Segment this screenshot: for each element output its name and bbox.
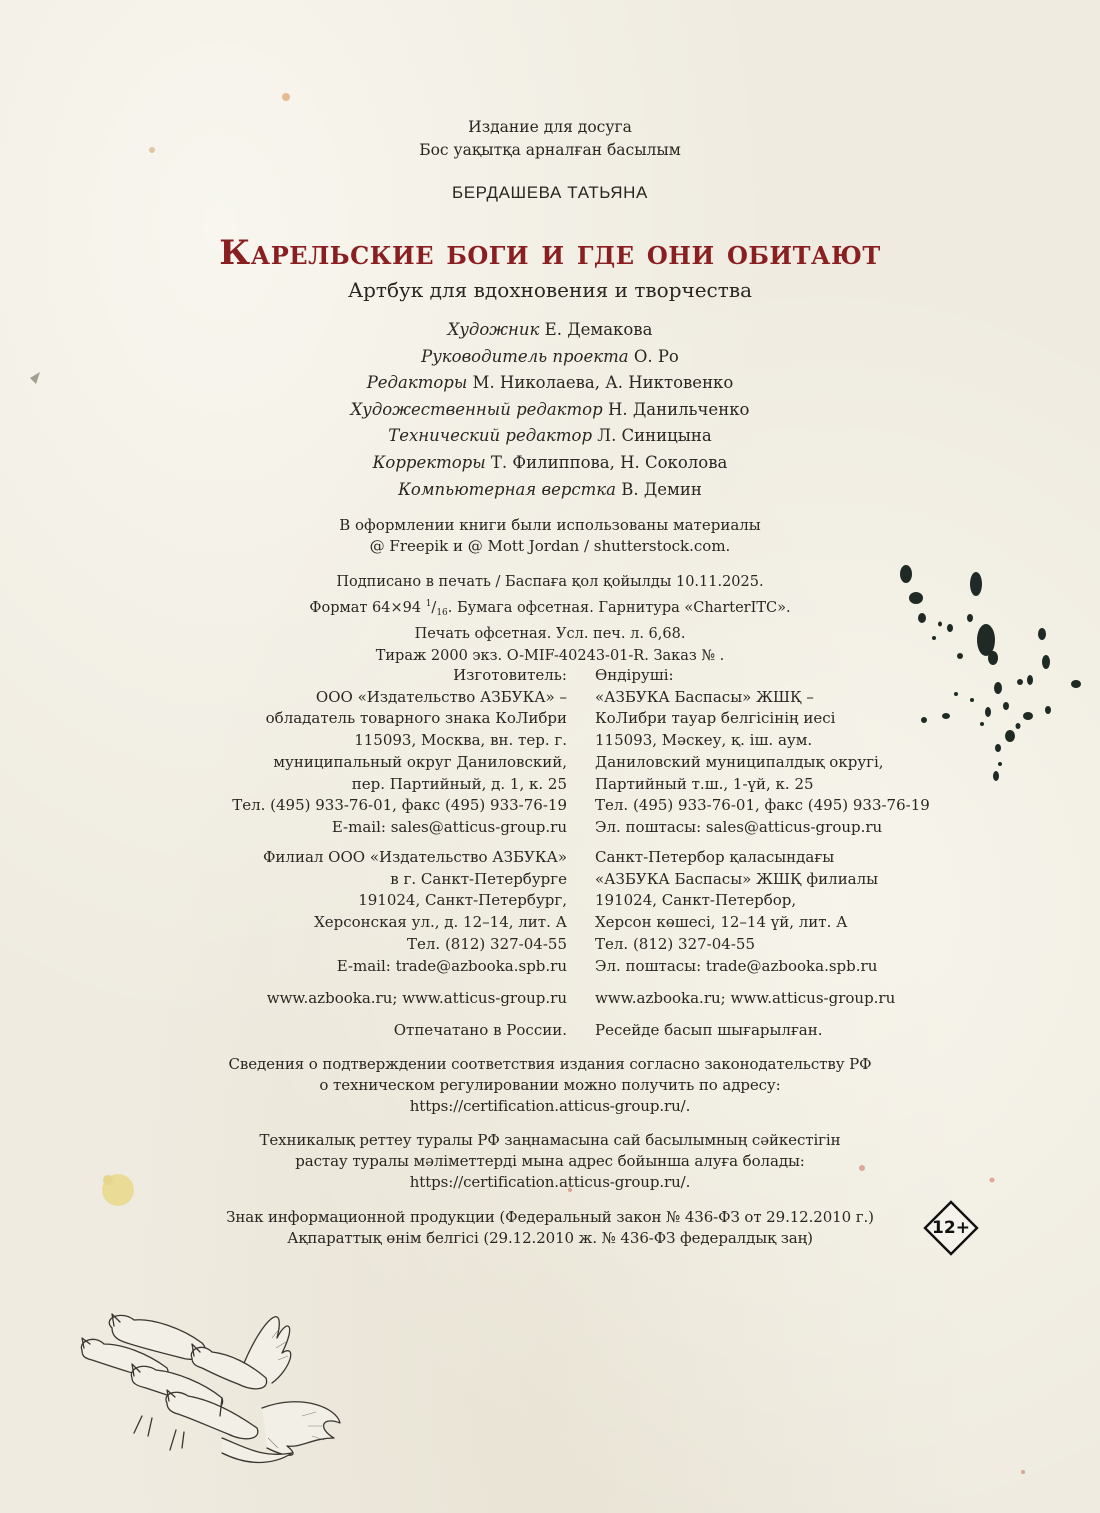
credit-role: Редакторы (366, 373, 468, 393)
author-name: БЕРДАШЕВА ТАТЬЯНА (451, 183, 648, 202)
age-info-kz: Ақпараттық өнім белгісі (29.12.2010 ж. № 436-ФЗ федералдық заң) (287, 1229, 813, 1247)
credit-line (0, 344, 1100, 371)
web-ru: www.azbooka.ru; www.atticus-group.ru (266, 989, 567, 1007)
book-subtitle: Артбук для вдохновения и творчества (347, 278, 753, 302)
manufacturer-kz-line: Тел. (495) 933-76-01, факс (495) 933-76-19 (595, 796, 930, 815)
branch-kz-line: «АЗБУКА Баспасы» ЖШҚ филиалы (595, 869, 879, 888)
manufacturer-kz-line: Даниловский муниципалдық округі, (595, 752, 884, 771)
branch-ru-line: в г. Санкт-Петербурге (390, 869, 567, 888)
branch-kz-line: Эл. поштасы: trade@azbooka.spb.ru (595, 956, 878, 975)
manufacturer-ru-line: муниципальный округ Даниловский, (273, 752, 567, 771)
print-format: Формат 64×94 $^1/_{16}$. Бумага офсетная. Гарнитура «CharterITC». (309, 598, 791, 618)
manufacturer-ru-line: Тел. (495) 933-76-01, факс (495) 933-76-19 (232, 796, 567, 815)
print-sheets: Печать офсетная. Усл. печ. л. 6,68. (414, 626, 686, 642)
credit-name: В. Демин (621, 479, 702, 499)
credit-line (0, 397, 1100, 424)
credit-role: Корректоры (372, 452, 486, 472)
certification-ru-url: https://certification.atticus-group.ru/. (409, 1097, 691, 1115)
web-kz: www.azbooka.ru; www.atticus-group.ru (595, 989, 896, 1007)
credit-line (0, 370, 1100, 397)
branch-ru-line: Тел. (812) 327-04-55 (407, 934, 567, 953)
certification-ru-line: Сведения о подтверждении соответствия издания согласно законодательству РФ (228, 1055, 872, 1073)
credits-list (0, 317, 1100, 503)
credit-line (0, 317, 1100, 344)
printed-ru: Отпечатано в России. (393, 1021, 567, 1039)
credit-role: Художественный редактор (350, 399, 603, 419)
branch-ru-line: Филиал ООО «Издательство АЗБУКА» (262, 848, 567, 866)
manufacturer-ru-line: пер. Партийный, д. 1, к. 25 (351, 774, 567, 793)
branch-ru-line: E-mail: trade@azbooka.spb.ru (336, 956, 567, 975)
certification-ru (0, 1054, 1100, 1117)
print-run: Тираж 2000 экз. O-MIF-40243-01-R. Заказ № . (375, 647, 725, 664)
credit-line (0, 450, 1100, 477)
certification-kz-line: растау туралы мәліметтерді мына адрес бойынша алуға болады: (295, 1152, 805, 1170)
print-info (0, 572, 1100, 667)
credit-name: Н. Данильченко (607, 399, 750, 419)
branch-ru-line: Херсонская ул., д. 12–14, лит. А (314, 913, 567, 932)
branch-kz-line: 191024, Санкт-Петербор, (595, 891, 797, 910)
branch-ru (263, 847, 567, 977)
certification-kz-url: https://certification.atticus-group.ru/. (409, 1173, 691, 1191)
age-rating-badge (923, 1200, 979, 1256)
printed-kz: Ресейде басып шығарылған. (595, 1021, 823, 1039)
genre-ru: Издание для досуга (468, 118, 632, 136)
branch-kz-line: Тел. (812) 327-04-55 (595, 934, 755, 953)
credit-name: О. Ро (633, 346, 679, 366)
credit-name: Т. Филиппова, Н. Соколова (490, 452, 728, 472)
credit-role: Руководитель проекта (421, 346, 629, 366)
genre-kz: Бос уақытқа арналған басылым (419, 141, 681, 159)
credit-role: Художник (447, 320, 540, 339)
credit-name: М. Николаева, А. Никтовенко (472, 373, 734, 393)
manufacturer-kz-line: Эл. поштасы: sales@atticus-group.ru (595, 817, 883, 836)
credit-role: Технический редактор (388, 426, 593, 446)
certification-kz (0, 1130, 1100, 1193)
manufacturer-kz-line: Өндіруші: (595, 666, 674, 684)
branch-ru-line: 191024, Санкт-Петербург, (358, 891, 567, 910)
credit-name: Е. Демакова (544, 320, 653, 339)
manufacturer-ru (232, 665, 567, 839)
manufacturer-ru-line: ООО «Издательство АЗБУКА» – (315, 687, 567, 706)
certification-kz-line: Техникалық реттеу туралы РФ заңнамасына сай басылымның сәйкестігін (259, 1131, 841, 1149)
age-info-ru: Знак информационной продукции (Федеральный закон № 436-ФЗ от 29.12.2010 г.) (226, 1208, 874, 1226)
branch-kz-line: Санкт-Петербор қаласындағы (595, 848, 835, 866)
manufacturer-ru-line: 115093, Москва, вн. тер. г. (354, 731, 567, 750)
book-title: Карельские боги и где они обитают (219, 233, 881, 273)
manufacturer-kz (595, 665, 930, 839)
print-signed: Подписано в печать / Баспаға қол қойылды 10.11.2025. (336, 574, 764, 590)
branch-kz-line: Херсон көшесі, 12–14 үй, лит. А (595, 913, 848, 932)
manufacturer-ru-line: Изготовитель: (453, 666, 567, 684)
credit-name: Л. Синицына (597, 426, 712, 446)
manufacturer-ru-line: E-mail: sales@atticus-group.ru (331, 817, 567, 836)
manufacturer-ru-line: обладатель товарного знака КоЛибри (265, 709, 567, 728)
materials-note (0, 515, 1100, 557)
manufacturer-kz-line: 115093, Мәскеу, қ. іш. аум. (595, 731, 813, 750)
credit-line (0, 423, 1100, 450)
age-rating-text: 12+ (932, 1218, 970, 1238)
materials-line: В оформлении книги были использованы материалы (339, 516, 761, 534)
manufacturer-kz-line: КоЛибри тауар белгісінің иесі (595, 709, 836, 728)
branch-kz (595, 847, 878, 977)
credit-role: Компьютерная верстка (398, 479, 616, 499)
manufacturer-kz-line: «АЗБУКА Баспасы» ЖШҚ – (595, 687, 814, 706)
materials-line: @ Freepik и @ Mott Jordan / shutterstock.com. (369, 537, 731, 555)
manufacturer-kz-line: Партийный т.ш., 1-үй, к. 25 (595, 774, 814, 793)
credit-line (0, 477, 1100, 504)
squirrels-illustration (72, 1298, 352, 1468)
certification-ru-line: о техническом регулировании можно получить по адресу: (319, 1076, 781, 1094)
